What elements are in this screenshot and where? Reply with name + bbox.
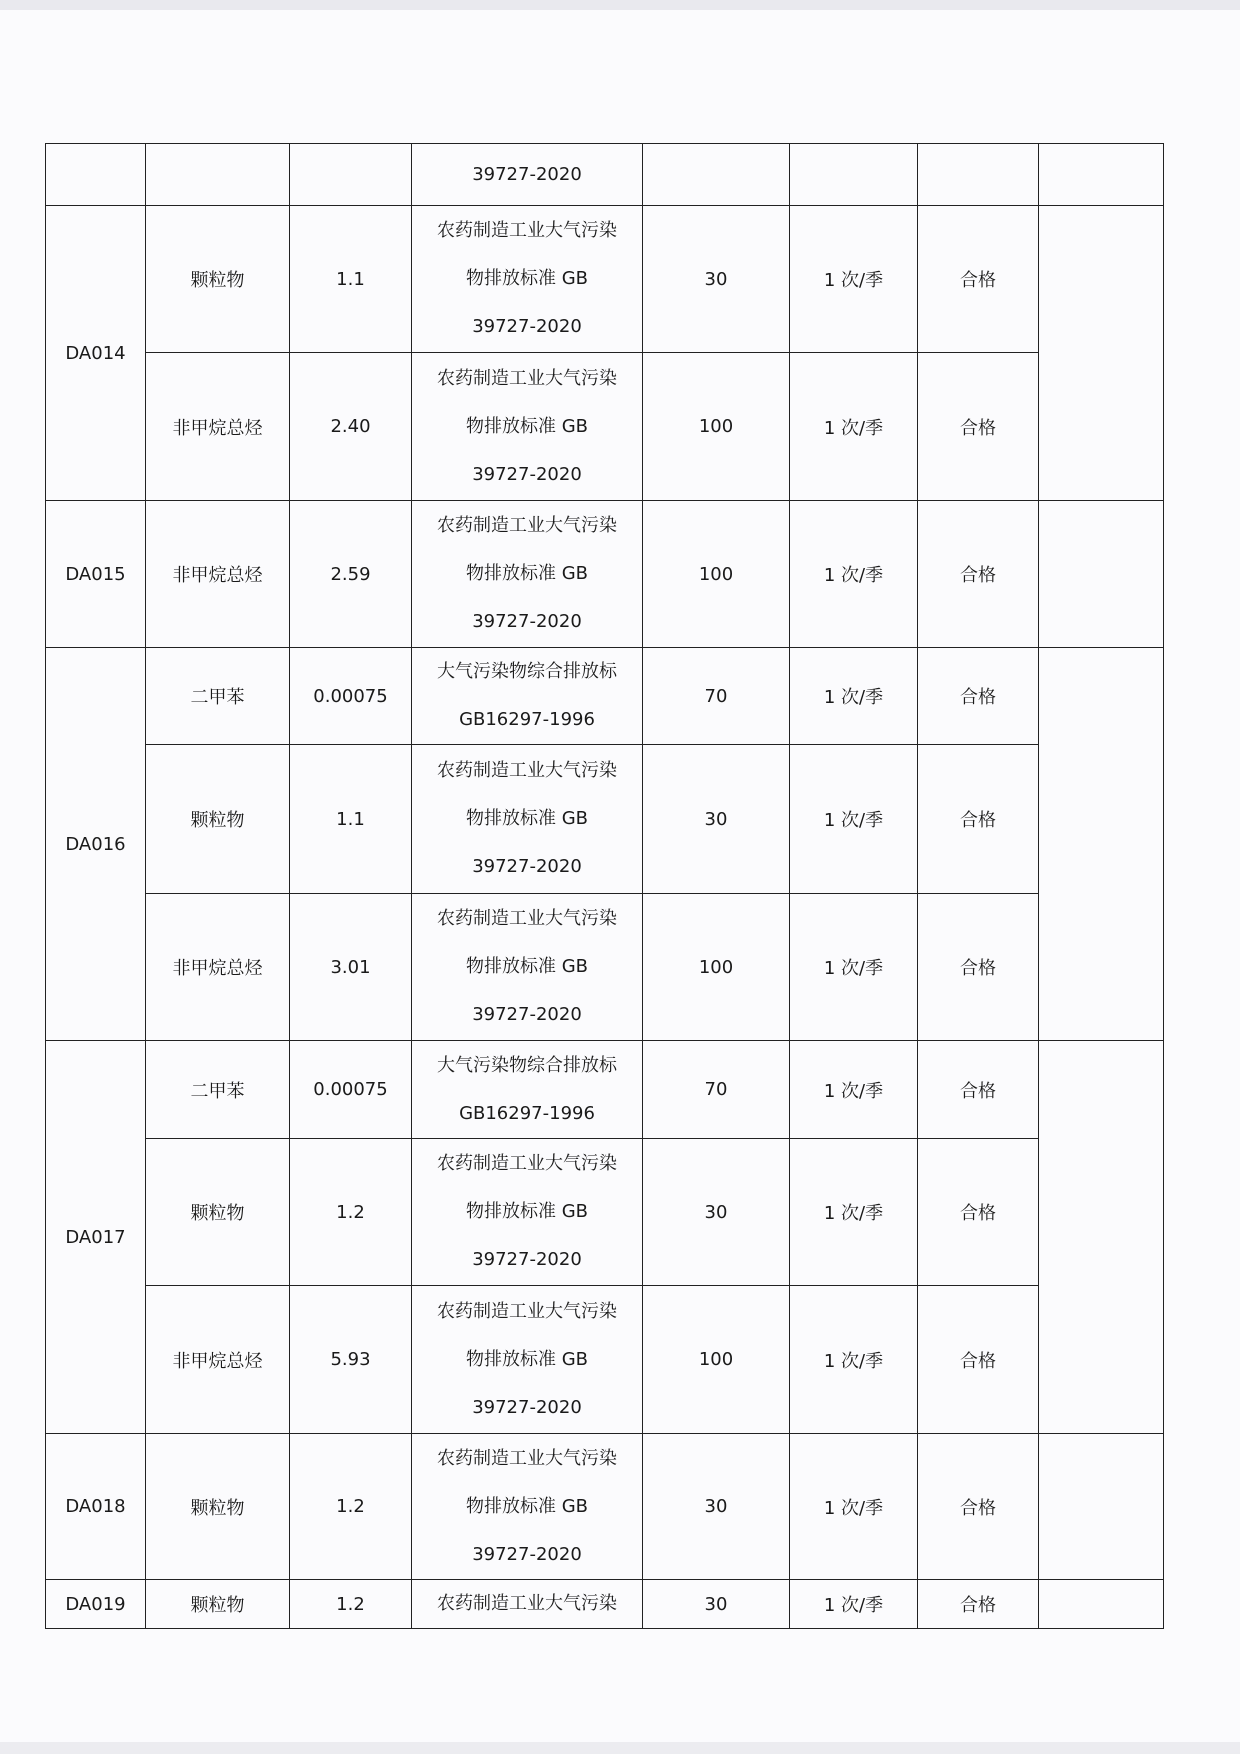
standard-line: 农药制造工业大气污染 <box>437 367 617 389</box>
remarks-cell <box>1039 206 1164 501</box>
pollutant-cell: 颗粒物 <box>146 1139 290 1286</box>
standard-line: 大气污染物综合排放标 <box>437 661 617 682</box>
standard-line: 农药制造工业大气污染 <box>437 220 617 241</box>
standard-line: 物排放标准 GB <box>465 1495 589 1517</box>
standard-line: GB16297-1996 <box>459 1102 595 1124</box>
table-row <box>46 144 1164 206</box>
result-cell: 合格 <box>918 1434 1039 1580</box>
frequency-cell: 1 次/季 <box>790 1139 918 1286</box>
standard-line: 物排放标准 GB <box>465 415 589 437</box>
measured-value-cell: 1.1 <box>290 206 412 353</box>
frequency-cell: 1 次/季 <box>790 206 918 353</box>
frequency-cell <box>790 144 918 206</box>
limit-value-cell: 100 <box>643 894 790 1041</box>
limit-value-cell: 100 <box>643 1286 790 1434</box>
standard-line: 物排放标准 GB <box>465 808 589 829</box>
pollutant-cell: 二甲苯 <box>146 648 290 745</box>
standard-line: 39727-2020 <box>472 1004 582 1025</box>
frequency-cell: 1 次/季 <box>790 1041 918 1139</box>
measured-value-cell: 1.1 <box>290 745 412 894</box>
outlet-id-cell: DA018 <box>46 1434 146 1580</box>
scan-edge-bottom <box>0 1742 1240 1754</box>
standard-line: 39727-2020 <box>472 316 582 337</box>
standard-line: 物排放标准 GB <box>465 1348 589 1370</box>
limit-value-cell: 30 <box>643 206 790 353</box>
table-row <box>46 648 1164 745</box>
outlet-id-cell <box>46 144 146 206</box>
limit-value-cell: 30 <box>643 745 790 894</box>
measured-value-cell: 5.93 <box>290 1286 412 1434</box>
standard-cell <box>412 1580 643 1629</box>
remarks-cell <box>1039 1434 1164 1580</box>
frequency-cell: 1 次/季 <box>790 353 918 501</box>
limit-value-cell: 30 <box>643 1139 790 1286</box>
standard-line: 39727-2020 <box>472 1396 582 1418</box>
standard-line: 物排放标准 GB <box>465 268 589 289</box>
standard-cell <box>412 1041 643 1139</box>
outlet-id-cell: DA019 <box>46 1580 146 1629</box>
limit-value-cell: 30 <box>643 1434 790 1580</box>
standard-line: 农药制造工业大气污染 <box>437 1447 617 1469</box>
standard-cell <box>412 648 643 745</box>
measured-value-cell: 2.40 <box>290 353 412 501</box>
standard-cell <box>412 894 643 1041</box>
outlet-id-cell: DA015 <box>46 501 146 648</box>
outlet-id-cell: DA016 <box>46 648 146 1041</box>
pollutant-cell: 颗粒物 <box>146 745 290 894</box>
emission-monitoring-table <box>45 143 1164 1629</box>
limit-value-cell: 30 <box>643 1580 790 1629</box>
standard-line: 农药制造工业大气污染 <box>437 760 617 781</box>
standard-cell <box>412 353 643 501</box>
standard-line: 39727-2020 <box>472 856 582 877</box>
pollutant-cell: 非甲烷总烃 <box>146 501 290 648</box>
limit-value-cell <box>643 144 790 206</box>
table-row <box>46 353 1164 501</box>
remarks-cell <box>1039 501 1164 648</box>
standard-line: 农药制造工业大气污染 <box>437 1300 617 1322</box>
pollutant-cell: 非甲烷总烃 <box>146 353 290 501</box>
table-row <box>46 745 1164 894</box>
standard-line: 物排放标准 GB <box>465 956 589 977</box>
standard-line: 物排放标准 GB <box>465 1201 589 1222</box>
standard-line: 大气污染物综合排放标 <box>437 1054 617 1076</box>
pollutant-cell: 非甲烷总烃 <box>146 894 290 1041</box>
outlet-id-cell: DA014 <box>46 206 146 501</box>
result-cell: 合格 <box>918 206 1039 353</box>
standard-line: GB16297-1996 <box>459 709 595 730</box>
pollutant-cell <box>146 144 290 206</box>
limit-value-cell: 100 <box>643 501 790 648</box>
standard-line: 39727-2020 <box>472 1543 582 1565</box>
frequency-cell: 1 次/季 <box>790 1286 918 1434</box>
pollutant-cell: 非甲烷总烃 <box>146 1286 290 1434</box>
standard-line: 农药制造工业大气污染 <box>437 908 617 929</box>
result-cell: 合格 <box>918 648 1039 745</box>
standard-cell <box>412 745 643 894</box>
limit-value-cell: 70 <box>643 1041 790 1139</box>
pollutant-cell: 颗粒物 <box>146 1580 290 1629</box>
result-cell: 合格 <box>918 894 1039 1041</box>
remarks-cell <box>1039 648 1164 1041</box>
pollutant-cell: 颗粒物 <box>146 206 290 353</box>
result-cell: 合格 <box>918 1286 1039 1434</box>
standard-cell <box>412 1139 643 1286</box>
frequency-cell: 1 次/季 <box>790 501 918 648</box>
result-cell: 合格 <box>918 1580 1039 1629</box>
remarks-cell <box>1039 1041 1164 1434</box>
measured-value-cell: 0.00075 <box>290 1041 412 1139</box>
standard-line: 物排放标准 GB <box>465 563 589 584</box>
standard-line: 农药制造工业大气污染 <box>437 1153 617 1174</box>
standard-line: 农药制造工业大气污染 <box>437 1593 617 1614</box>
table-row <box>46 1286 1164 1434</box>
outlet-id-cell: DA017 <box>46 1041 146 1434</box>
frequency-cell: 1 次/季 <box>790 1434 918 1580</box>
pollutant-cell: 二甲苯 <box>146 1041 290 1139</box>
standard-cell <box>412 501 643 648</box>
standard-line: 39727-2020 <box>472 1249 582 1270</box>
table-row <box>46 501 1164 648</box>
result-cell: 合格 <box>918 353 1039 501</box>
table-row <box>46 1580 1164 1629</box>
remarks-cell <box>1039 144 1164 206</box>
result-cell: 合格 <box>918 1139 1039 1286</box>
standard-cell <box>412 206 643 353</box>
standard-cell <box>412 1434 643 1580</box>
table-row <box>46 206 1164 353</box>
measured-value-cell: 0.00075 <box>290 648 412 745</box>
limit-value-cell: 70 <box>643 648 790 745</box>
result-cell: 合格 <box>918 1041 1039 1139</box>
frequency-cell: 1 次/季 <box>790 745 918 894</box>
table-row <box>46 1434 1164 1580</box>
remarks-cell <box>1039 1580 1164 1629</box>
standard-line: 39727-2020 <box>472 463 582 485</box>
result-cell <box>918 144 1039 206</box>
scan-edge-top <box>0 0 1240 10</box>
result-cell: 合格 <box>918 745 1039 894</box>
measured-value-cell <box>290 144 412 206</box>
standard-line: 农药制造工业大气污染 <box>437 515 617 536</box>
frequency-cell: 1 次/季 <box>790 894 918 1041</box>
standard-cell <box>412 1286 643 1434</box>
result-cell: 合格 <box>918 501 1039 648</box>
limit-value-cell: 100 <box>643 353 790 501</box>
measured-value-cell: 3.01 <box>290 894 412 1041</box>
standard-line: 39727-2020 <box>472 611 582 632</box>
standard-line: 39727-2020 <box>472 163 582 185</box>
table-row <box>46 894 1164 1041</box>
table-row <box>46 1041 1164 1139</box>
measured-value-cell: 1.2 <box>290 1434 412 1580</box>
frequency-cell: 1 次/季 <box>790 1580 918 1629</box>
standard-cell <box>412 144 643 206</box>
measured-value-cell: 1.2 <box>290 1139 412 1286</box>
pollutant-cell: 颗粒物 <box>146 1434 290 1580</box>
table-row <box>46 1139 1164 1286</box>
measured-value-cell: 2.59 <box>290 501 412 648</box>
frequency-cell: 1 次/季 <box>790 648 918 745</box>
measured-value-cell: 1.2 <box>290 1580 412 1629</box>
